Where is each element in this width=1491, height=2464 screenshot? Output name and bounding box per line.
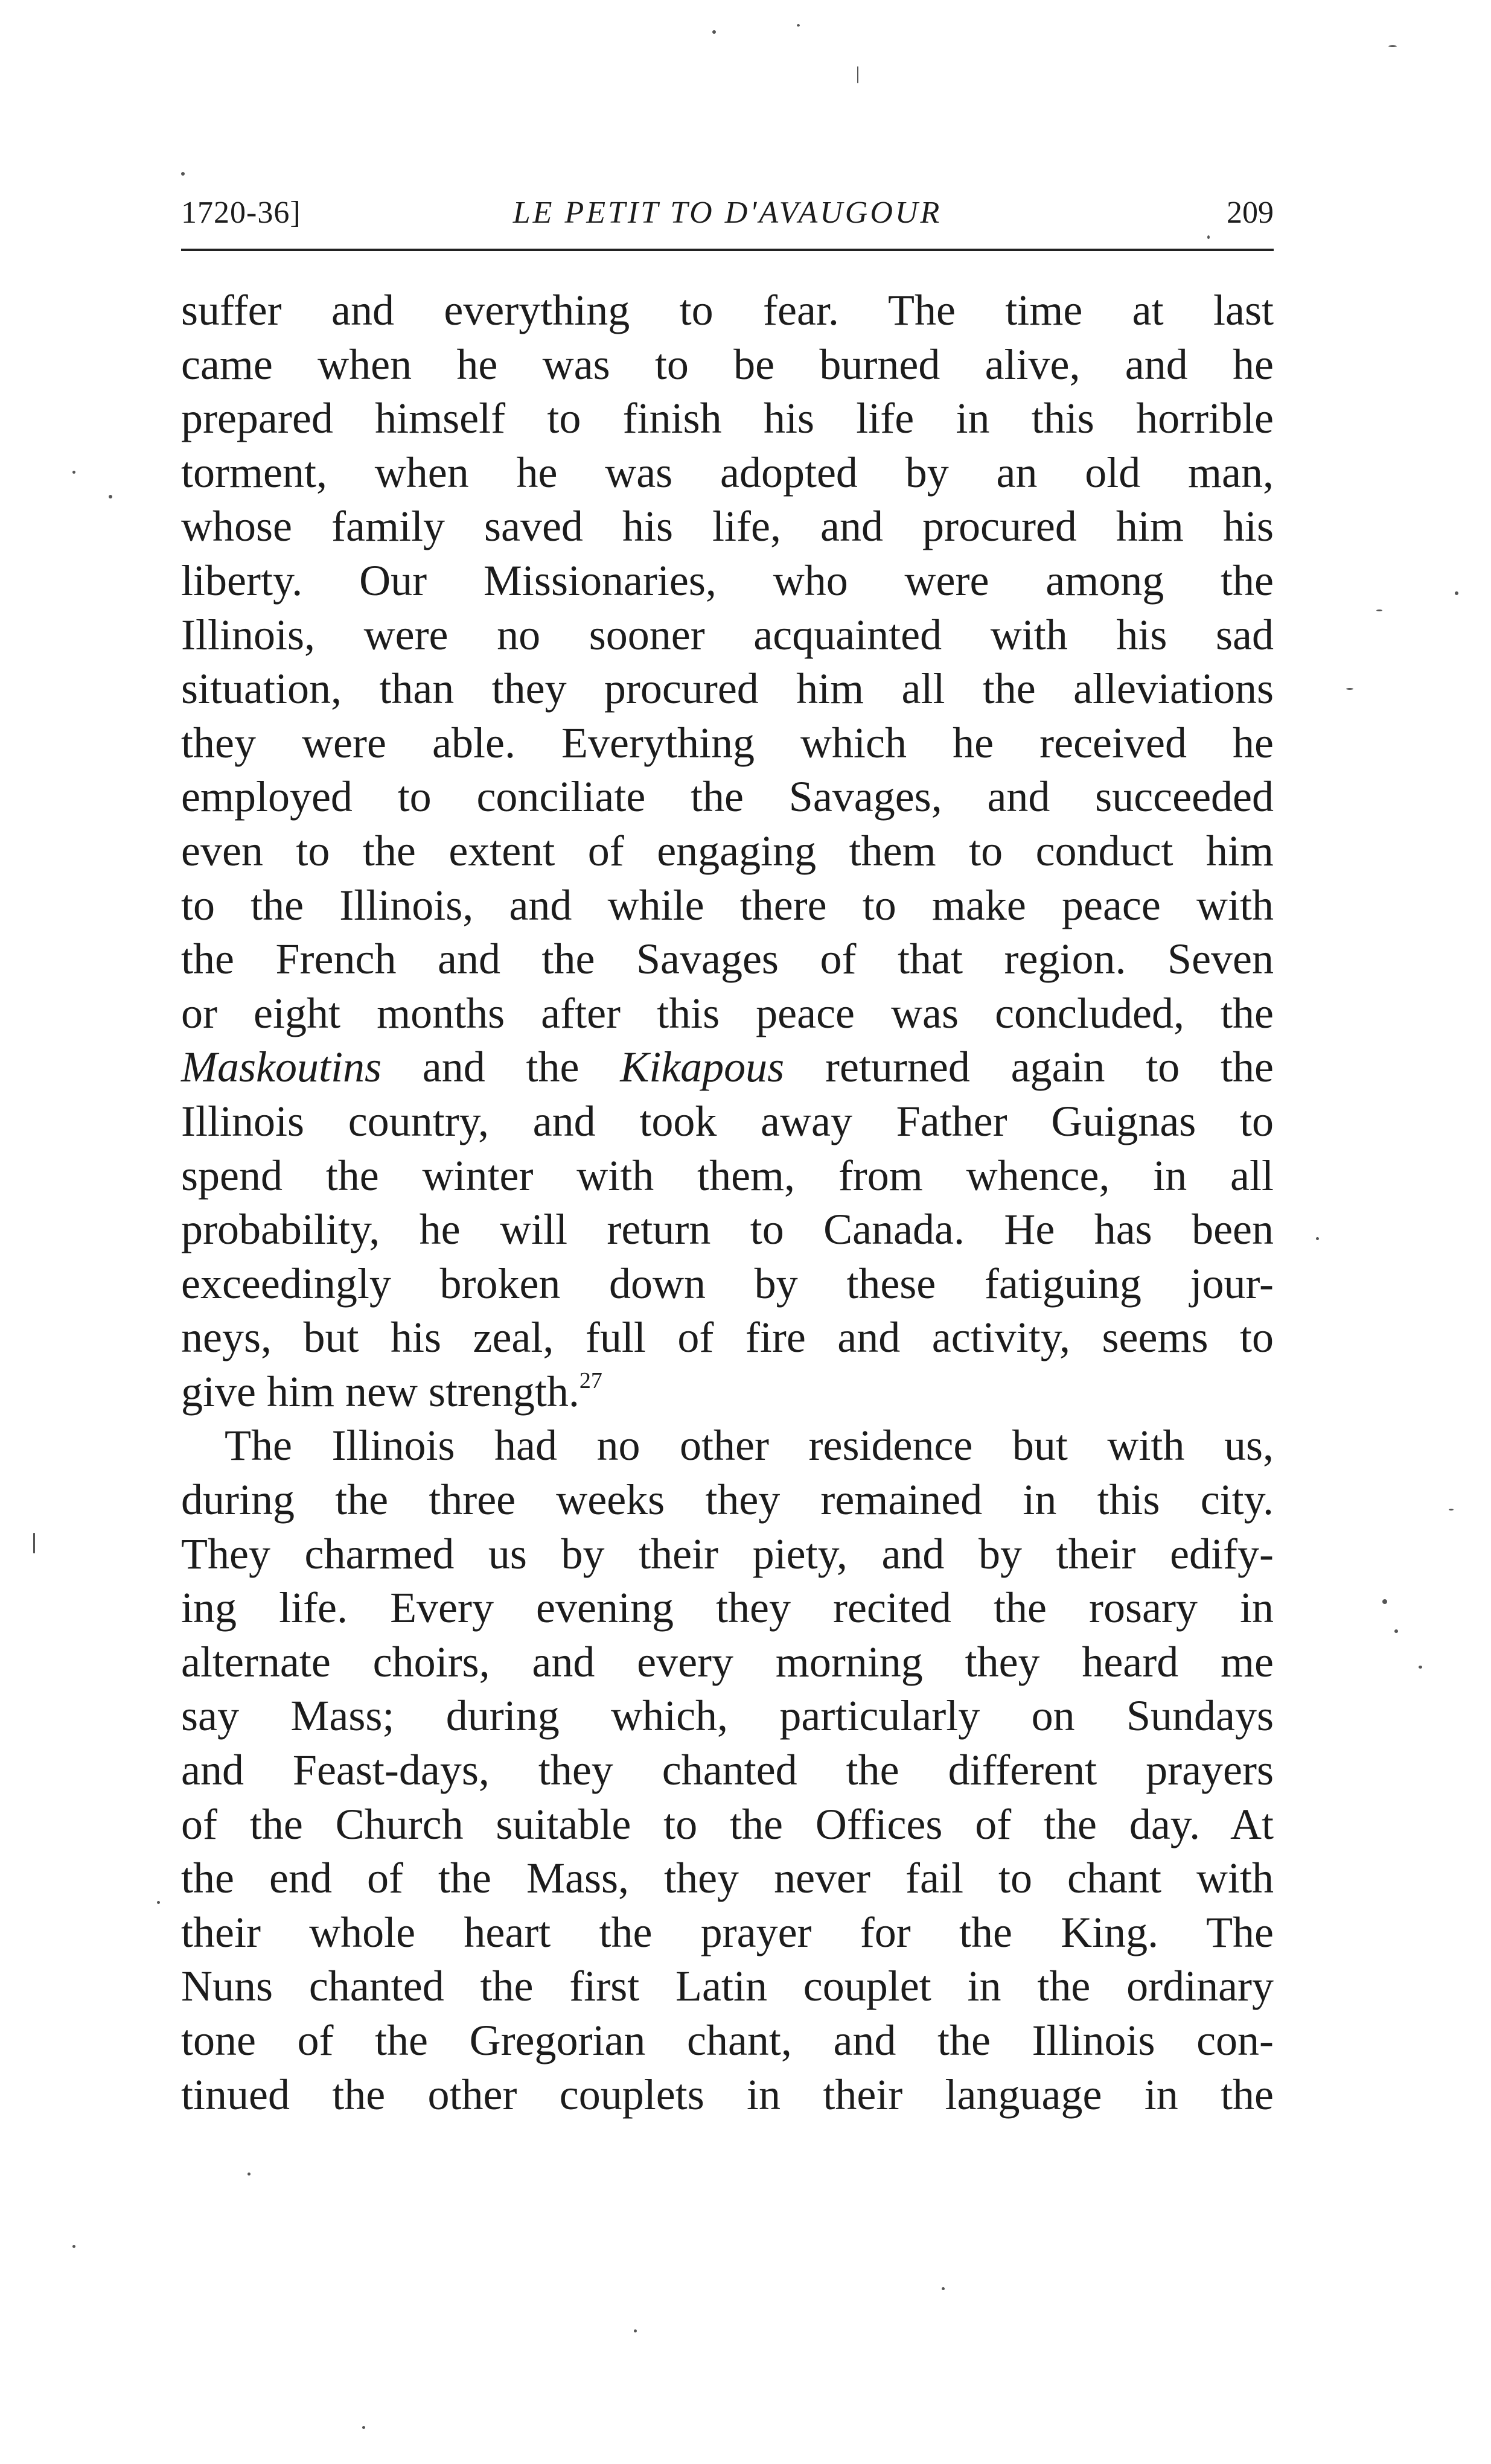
header-rule	[181, 249, 1274, 251]
scan-speck	[1207, 235, 1210, 239]
scan-speck	[247, 2173, 251, 2176]
text-line: their whole heart the prayer for the King. The	[181, 1908, 1274, 1956]
text-line: or eight months after this peace was concluded, the	[181, 988, 1274, 1037]
scan-speck	[712, 30, 716, 34]
scan-speck	[1376, 610, 1382, 611]
tribe-name-kikapous: Kikapous	[620, 1043, 785, 1092]
text-line: they were able. Everything which he received he	[181, 718, 1274, 767]
scan-speck	[72, 2245, 75, 2248]
tribe-name-maskoutins: Maskoutins	[181, 1043, 382, 1092]
text-line: alternate choirs, and every morning they heard me	[181, 1637, 1274, 1686]
text-line: the French and the Savages of that region. Seven	[181, 935, 1274, 984]
scan-speck	[1316, 1237, 1319, 1240]
scan-speck	[362, 2426, 365, 2429]
running-head-years: 1720-36]	[181, 196, 301, 230]
text-line-italic-names	[181, 1040, 1274, 1095]
text-line: say Mass; during which, particularly on Sundays	[181, 1692, 1274, 1740]
text-line: Illinois, were no sooner acquainted with his sad	[181, 610, 1274, 659]
scan-speck	[634, 2329, 637, 2332]
text-line: employed to conciliate the Savages, and succeeded	[181, 772, 1274, 821]
page-number: 209	[1227, 196, 1274, 230]
running-head-title: LE PETIT TO D'AVAUGOUR	[512, 196, 942, 230]
scan-speck	[1455, 591, 1458, 595]
text-line: ing life. Every evening they recited the rosary in	[181, 1584, 1274, 1632]
scan-speck	[857, 66, 858, 83]
paragraph-end-line	[181, 1365, 1274, 1419]
text-line: prepared himself to finish his life in this horrible	[181, 394, 1274, 443]
footnote-marker: 27	[579, 1367, 602, 1393]
scan-speck	[1346, 688, 1353, 690]
scan-speck	[942, 2287, 945, 2290]
text-line: torment, when he was adopted by an old man,	[181, 448, 1274, 497]
scan-speck	[72, 471, 75, 474]
scan-speck	[33, 1533, 35, 1553]
scan-speck	[797, 24, 800, 27]
text-line: whose family saved his life, and procured him his	[181, 502, 1274, 551]
text-line: the end of the Mass, they never fail to chant with	[181, 1854, 1274, 1903]
scan-speck	[1449, 1509, 1454, 1511]
text-line: during the three weeks they remained in this city.	[181, 1476, 1274, 1524]
text-line: They charmed us by their piety, and by their edify-	[181, 1529, 1274, 1578]
text-fragment: returned again to the	[784, 1043, 1274, 1092]
text-line: and Feast-days, they chanted the different prayers	[181, 1746, 1274, 1795]
body-text	[181, 284, 1274, 2122]
text-line: tone of the Gregorian chant, and the Illinois con-	[181, 2016, 1274, 2064]
scan-speck	[157, 1901, 160, 1904]
scan-speck	[109, 495, 112, 498]
text-line: Illinois country, and took away Father Guignas to	[181, 1097, 1274, 1145]
text-line: spend the winter with them, from whence, in all	[181, 1151, 1274, 1200]
scan-speck	[1394, 1629, 1398, 1633]
text-line: Nuns chanted the first Latin couplet in the ordinary	[181, 1962, 1274, 2011]
text-line: liberty. Our Missionaries, who were among the	[181, 556, 1274, 605]
scan-speck	[181, 172, 185, 176]
text-line: of the Church suitable to the Offices of the day. At	[181, 1800, 1274, 1848]
text-line: came when he was to be burned alive, and he	[181, 340, 1274, 389]
scan-speck	[1388, 45, 1397, 47]
text-line: suffer and everything to fear. The time at last	[181, 286, 1274, 334]
paragraph-start-line: The Illinois had no other residence but with us,	[225, 1421, 1274, 1470]
text-fragment: give him new strength.	[181, 1367, 579, 1416]
text-line: probability, he will return to Canada. He has been	[181, 1205, 1274, 1254]
text-line: exceedingly broken down by these fatiguing jour-	[181, 1259, 1274, 1308]
text-line: tinued the other couplets in their language in the	[181, 2070, 1274, 2119]
text-line: to the Illinois, and while there to make peace with	[181, 880, 1274, 929]
text-line: neys, but his zeal, full of fire and activity, seems to	[181, 1313, 1274, 1362]
text-fragment: and the	[381, 1043, 621, 1092]
text-line: situation, than they procured him all the alleviations	[181, 664, 1274, 713]
scan-speck	[1419, 1666, 1422, 1669]
running-head	[181, 192, 1274, 234]
scan-speck	[1382, 1599, 1387, 1604]
text-line: even to the extent of engaging them to conduct him	[181, 826, 1274, 875]
